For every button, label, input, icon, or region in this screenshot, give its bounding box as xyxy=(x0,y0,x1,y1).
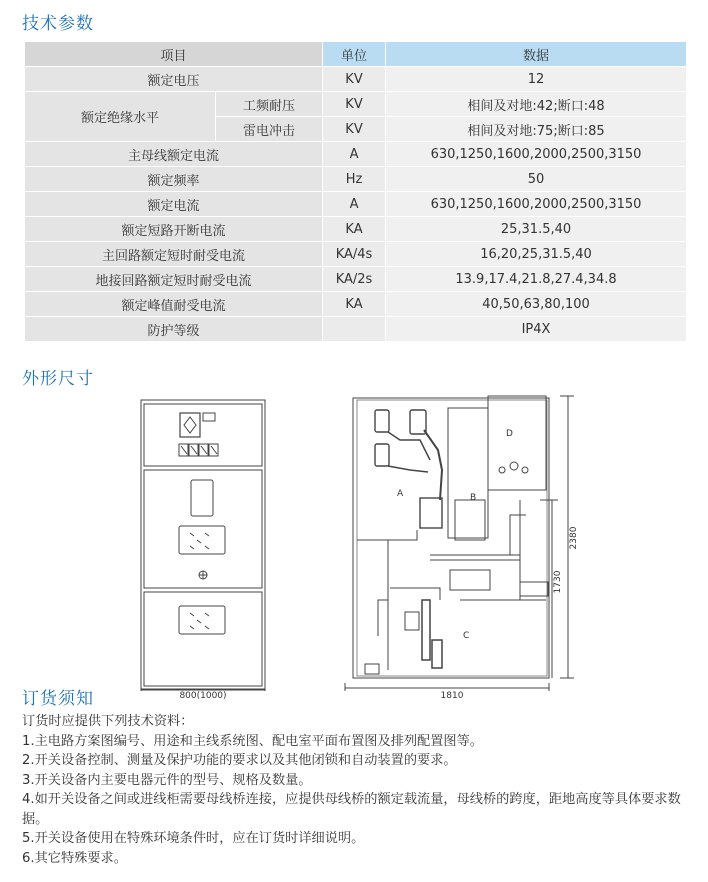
row-unit: A xyxy=(323,142,385,166)
row-group: 额定绝缘水平 xyxy=(25,92,215,141)
header-data: 数据 xyxy=(386,42,686,66)
row-value: IP4X xyxy=(386,317,686,341)
row-unit: KA xyxy=(323,292,385,316)
row-value: 50 xyxy=(386,167,686,191)
row-unit: KA xyxy=(323,217,385,241)
row-value: 40,50,63,80,100 xyxy=(386,292,686,316)
total-height-label: 2380 xyxy=(569,526,579,550)
row-unit: KV xyxy=(323,117,385,141)
compartment-d-label: D xyxy=(506,429,513,439)
front-width-label: 800(1000) xyxy=(179,691,227,700)
header-unit: 单位 xyxy=(323,42,385,66)
list-item: 6.其它特殊要求。 xyxy=(22,850,127,866)
row-value: 相间及对地:42;断口:48 xyxy=(386,92,686,116)
tech-params-title: 技术参数 xyxy=(22,14,94,34)
row-value: 13.9,17.4,21.8,27.4,34.8 xyxy=(386,267,686,291)
dimensions-title: 外形尺寸 xyxy=(22,369,94,389)
ordering-intro: 订货时应提供下列技术资料： xyxy=(22,714,194,729)
list-item: 2.开关设备控制、测量及保护功能的要求以及其他闭锁和自动装置的要求。 xyxy=(22,753,457,768)
row-item: 额定电压 xyxy=(25,67,322,91)
row-unit: KA/2s xyxy=(323,267,385,291)
row-value: 16,20,25,31.5,40 xyxy=(386,242,686,266)
list-item: 4.如开关设备之间或进线柜需要母线桥连接，应提供母线桥的额定载流量，母线桥的跨度，距地高度等具体要求数据。 xyxy=(22,792,681,827)
row-unit: KA/4s xyxy=(323,242,385,266)
front-view-drawing xyxy=(141,400,265,691)
row-value: 630,1250,1600,2000,2500,3150 xyxy=(386,142,686,166)
side-depth-label: 1810 xyxy=(440,691,464,700)
row-item: 主回路额定短时耐受电流 xyxy=(25,242,322,266)
lower-height-label: 1730 xyxy=(553,570,563,594)
row-item: 额定频率 xyxy=(25,167,322,191)
row-unit: KV xyxy=(323,92,385,116)
row-item: 主母线额定电流 xyxy=(25,142,322,166)
ordering-title: 订货须知 xyxy=(22,689,94,709)
row-item: 雷电冲击 xyxy=(216,117,322,141)
list-item: 3.开关设备内主要电器元件的型号、规格及数量。 xyxy=(22,772,312,788)
row-item: 工频耐压 xyxy=(216,92,322,116)
row-item: 额定峰值耐受电流 xyxy=(25,292,322,316)
compartment-c-label: C xyxy=(463,631,470,641)
side-view-drawing xyxy=(345,396,574,691)
row-item: 额定短路开断电流 xyxy=(25,217,322,241)
compartment-a-label: A xyxy=(397,489,404,499)
row-unit: Hz xyxy=(323,167,385,191)
row-unit: A xyxy=(323,192,385,216)
header-item: 项目 xyxy=(25,42,322,66)
row-value: 12 xyxy=(386,67,686,91)
row-item: 地接回路额定短时耐受电流 xyxy=(25,267,322,291)
row-item: 防护等级 xyxy=(25,317,322,341)
compartment-b-label: B xyxy=(470,493,477,503)
row-item: 额定电流 xyxy=(25,192,322,216)
row-value: 相间及对地:75;断口:85 xyxy=(386,117,686,141)
row-value: 630,1250,1600,2000,2500,3150 xyxy=(386,192,686,216)
ordering-notes xyxy=(22,712,692,868)
list-item: 5.开关设备使用在特殊环境条件时，应在订货时详细说明。 xyxy=(22,831,365,846)
list-item: 1.主电路方案图编号、用途和主线系统图、配电室平面布置图及排列配置图等。 xyxy=(22,733,483,749)
row-value: 25,31.5,40 xyxy=(386,217,686,241)
row-unit: KV xyxy=(323,67,385,91)
